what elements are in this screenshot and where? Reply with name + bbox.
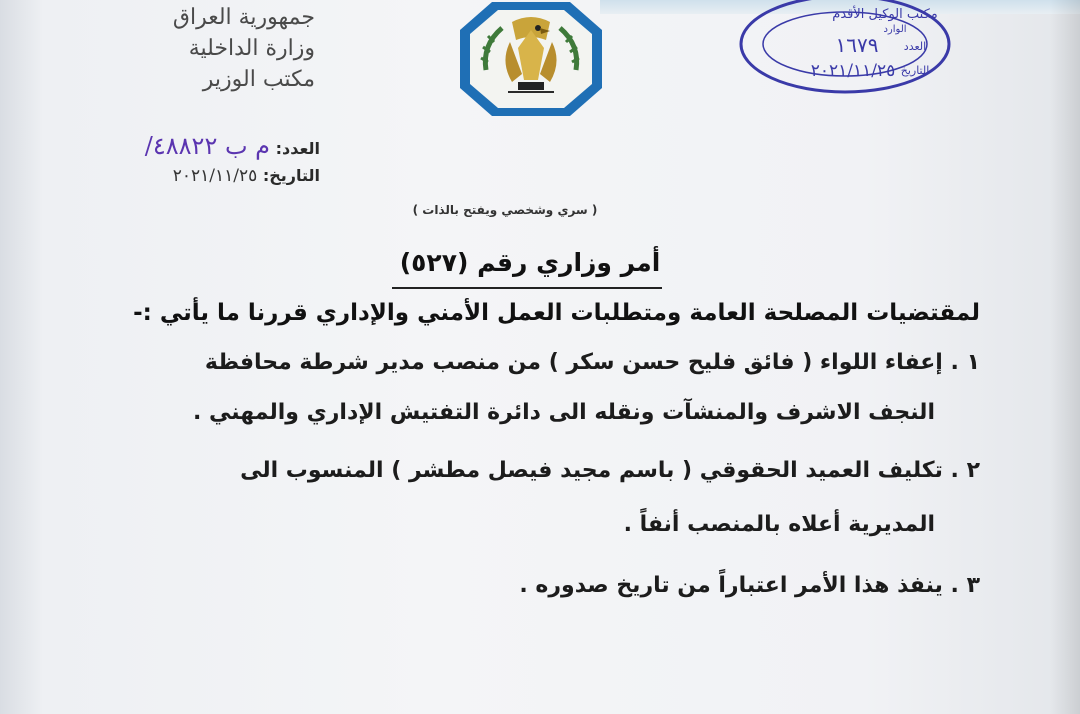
- list-item-continuation: النجف الاشرف والمنشآت ونقله الى دائرة التفتيش الإداري والمهني .: [192, 400, 935, 425]
- iraqi-police-eagle-emblem-icon: [452, 0, 610, 118]
- stamp-date-label: التاريخ: [900, 64, 930, 77]
- preamble-text: لمقتضيات المصلحة العامة ومتطلبات العمل الأمني والإداري قررنا ما يأتي :-: [133, 300, 980, 326]
- date-value: ٢٠٢١/١١/٢٥: [172, 166, 258, 186]
- office-received-stamp-icon: [735, 0, 955, 96]
- item-number: ١ .: [950, 350, 980, 375]
- item-number: ٣ .: [950, 573, 980, 598]
- list-item-continuation: المديرية أعلاه بالمنصب أنفاً .: [623, 512, 935, 537]
- title-underline: [392, 287, 662, 289]
- item-text: ينفذ هذا الأمر اعتباراً من تاريخ صدوره .: [519, 573, 943, 598]
- item-number: ٢ .: [950, 458, 980, 483]
- confidential-marking: ( سري وشخصي ويفتح بالذات ): [412, 203, 598, 217]
- item-text: تكليف العميد الحقوقي ( باسم مجيد فيصل مطشر ) المنسوب الى: [240, 458, 943, 483]
- number-value: م ب ٤٨٨٢٢/: [144, 132, 271, 160]
- letterhead-line-1: جمهورية العراق: [172, 5, 315, 30]
- date-label: التاريخ:: [262, 166, 320, 185]
- list-item: [40, 350, 980, 375]
- reference-date: [60, 166, 320, 186]
- page-shadow: [1050, 0, 1080, 714]
- reference-number: [60, 132, 320, 160]
- stamp-title: مكتب الوكيل الأقدم: [832, 7, 938, 22]
- letterhead-line-3: مكتب الوزير: [202, 67, 315, 92]
- stamp-number-label: العدد: [903, 40, 927, 53]
- stamp-subtitle: الوارد: [883, 24, 907, 35]
- list-item: [40, 458, 980, 483]
- letterhead-line-2: وزارة الداخلية: [188, 36, 315, 61]
- list-item: [40, 573, 980, 598]
- stamp-number: ١٦٧٩: [835, 33, 879, 57]
- number-label: العدد:: [275, 139, 320, 158]
- item-text: إعفاء اللواء ( فائق فليح حسن سكر ) من منصب مدير شرطة محافظة: [204, 350, 943, 375]
- ministry-letterhead: [115, 2, 315, 95]
- order-title: أمر وزاري رقم (٥٢٧): [399, 248, 661, 277]
- stamp-date: ٢٠٢١/١١/٢٥: [810, 61, 896, 81]
